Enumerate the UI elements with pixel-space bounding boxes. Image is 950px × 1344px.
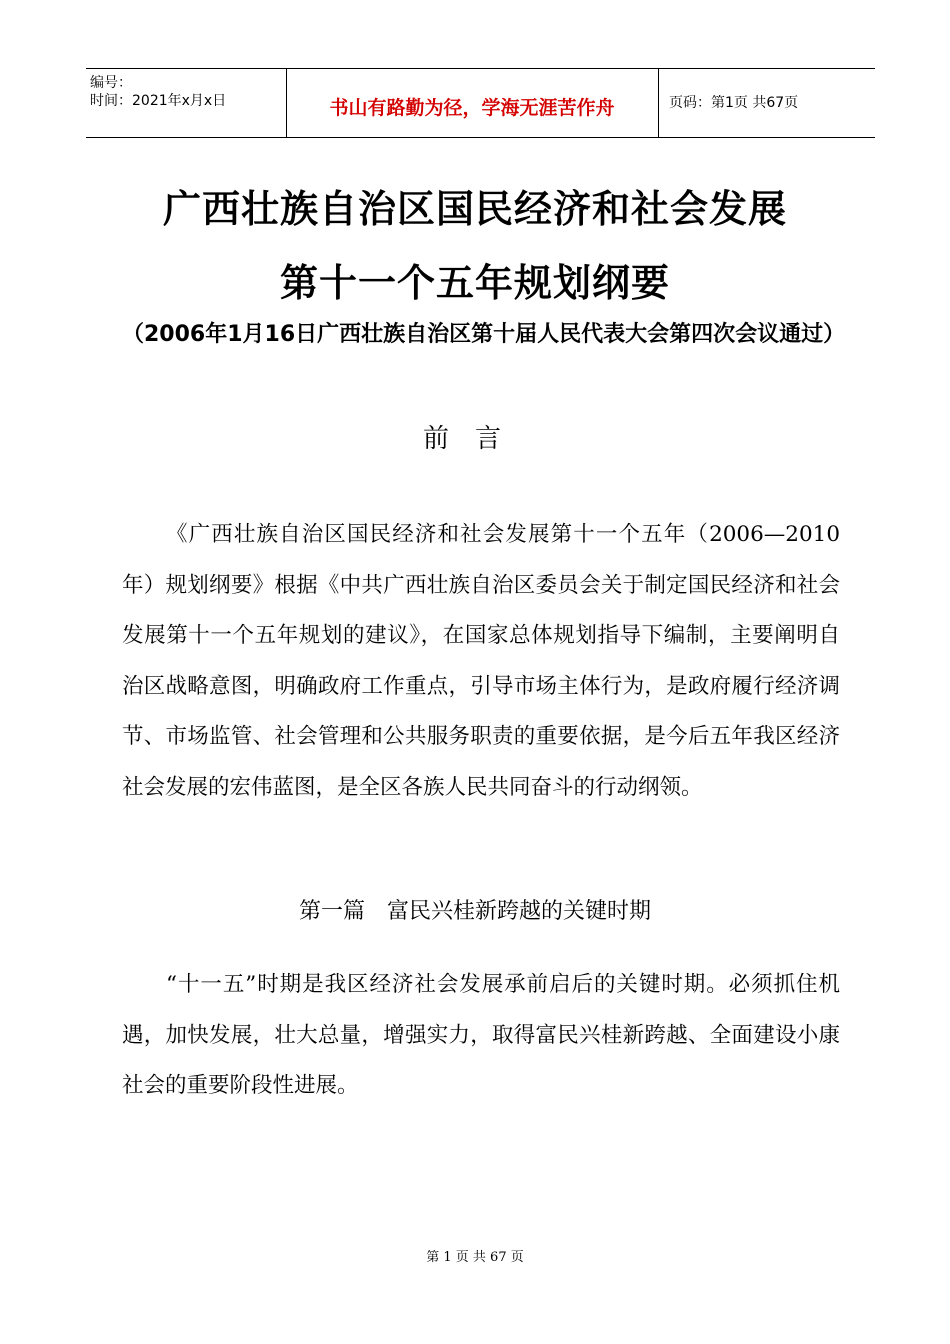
document-time-label: 时间：2021年x月x日 [90, 93, 227, 109]
header-motto: 书山有路勤为径，学海无涯苦作舟 [329, 97, 615, 119]
page-footer: 第 1 页 共 67 页 [426, 1250, 524, 1265]
header-meta-cell [86, 69, 287, 137]
document-title-line-1: 广西壮族自治区国民经济和社会发展 [162, 187, 787, 231]
section-1-title: 第一篇 富民兴桂新跨越的关键时期 [298, 899, 651, 924]
document-title-line-2: 第十一个五年规划纲要 [279, 261, 670, 305]
header-page-cell [659, 69, 875, 137]
preface-paragraph: 《广西壮族自治区国民经济和社会发展第十一个五年（2006—2010年）规划纲要》根据《中共广西壮族自治区委员会关于制定国民经济和社会发展第十一个五年规划的建议》，在国家总体规划指导下编制，主要阐明自治区战略意图，明确政府工作重点，引导市场主体行为，是政府履行经济调节、市场监管、社会管理和公共服务职责的重要依据，是今后五年我区经济社会发展的宏伟蓝图，是全区各族人民共同奋斗的行动纲领。 [122, 522, 840, 800]
header-page-label: 页码：第1页 共67页 [669, 95, 799, 111]
document-subtitle: （2006年1月16日广西壮族自治区第十届人民代表大会第四次会议通过） [122, 322, 846, 347]
document-header [86, 68, 875, 138]
document-number-label: 编号： [90, 75, 132, 91]
section-1-paragraph: “十一五”时期是我区经济社会发展承前启后的关键时期。必须抓住机遇，加快发展，壮大总量，增强实力，取得富民兴桂新跨越、全面建设小康社会的重要阶段性进展。 [122, 972, 840, 1098]
header-motto-cell [286, 69, 659, 137]
preface-heading: 前言 [422, 424, 527, 454]
